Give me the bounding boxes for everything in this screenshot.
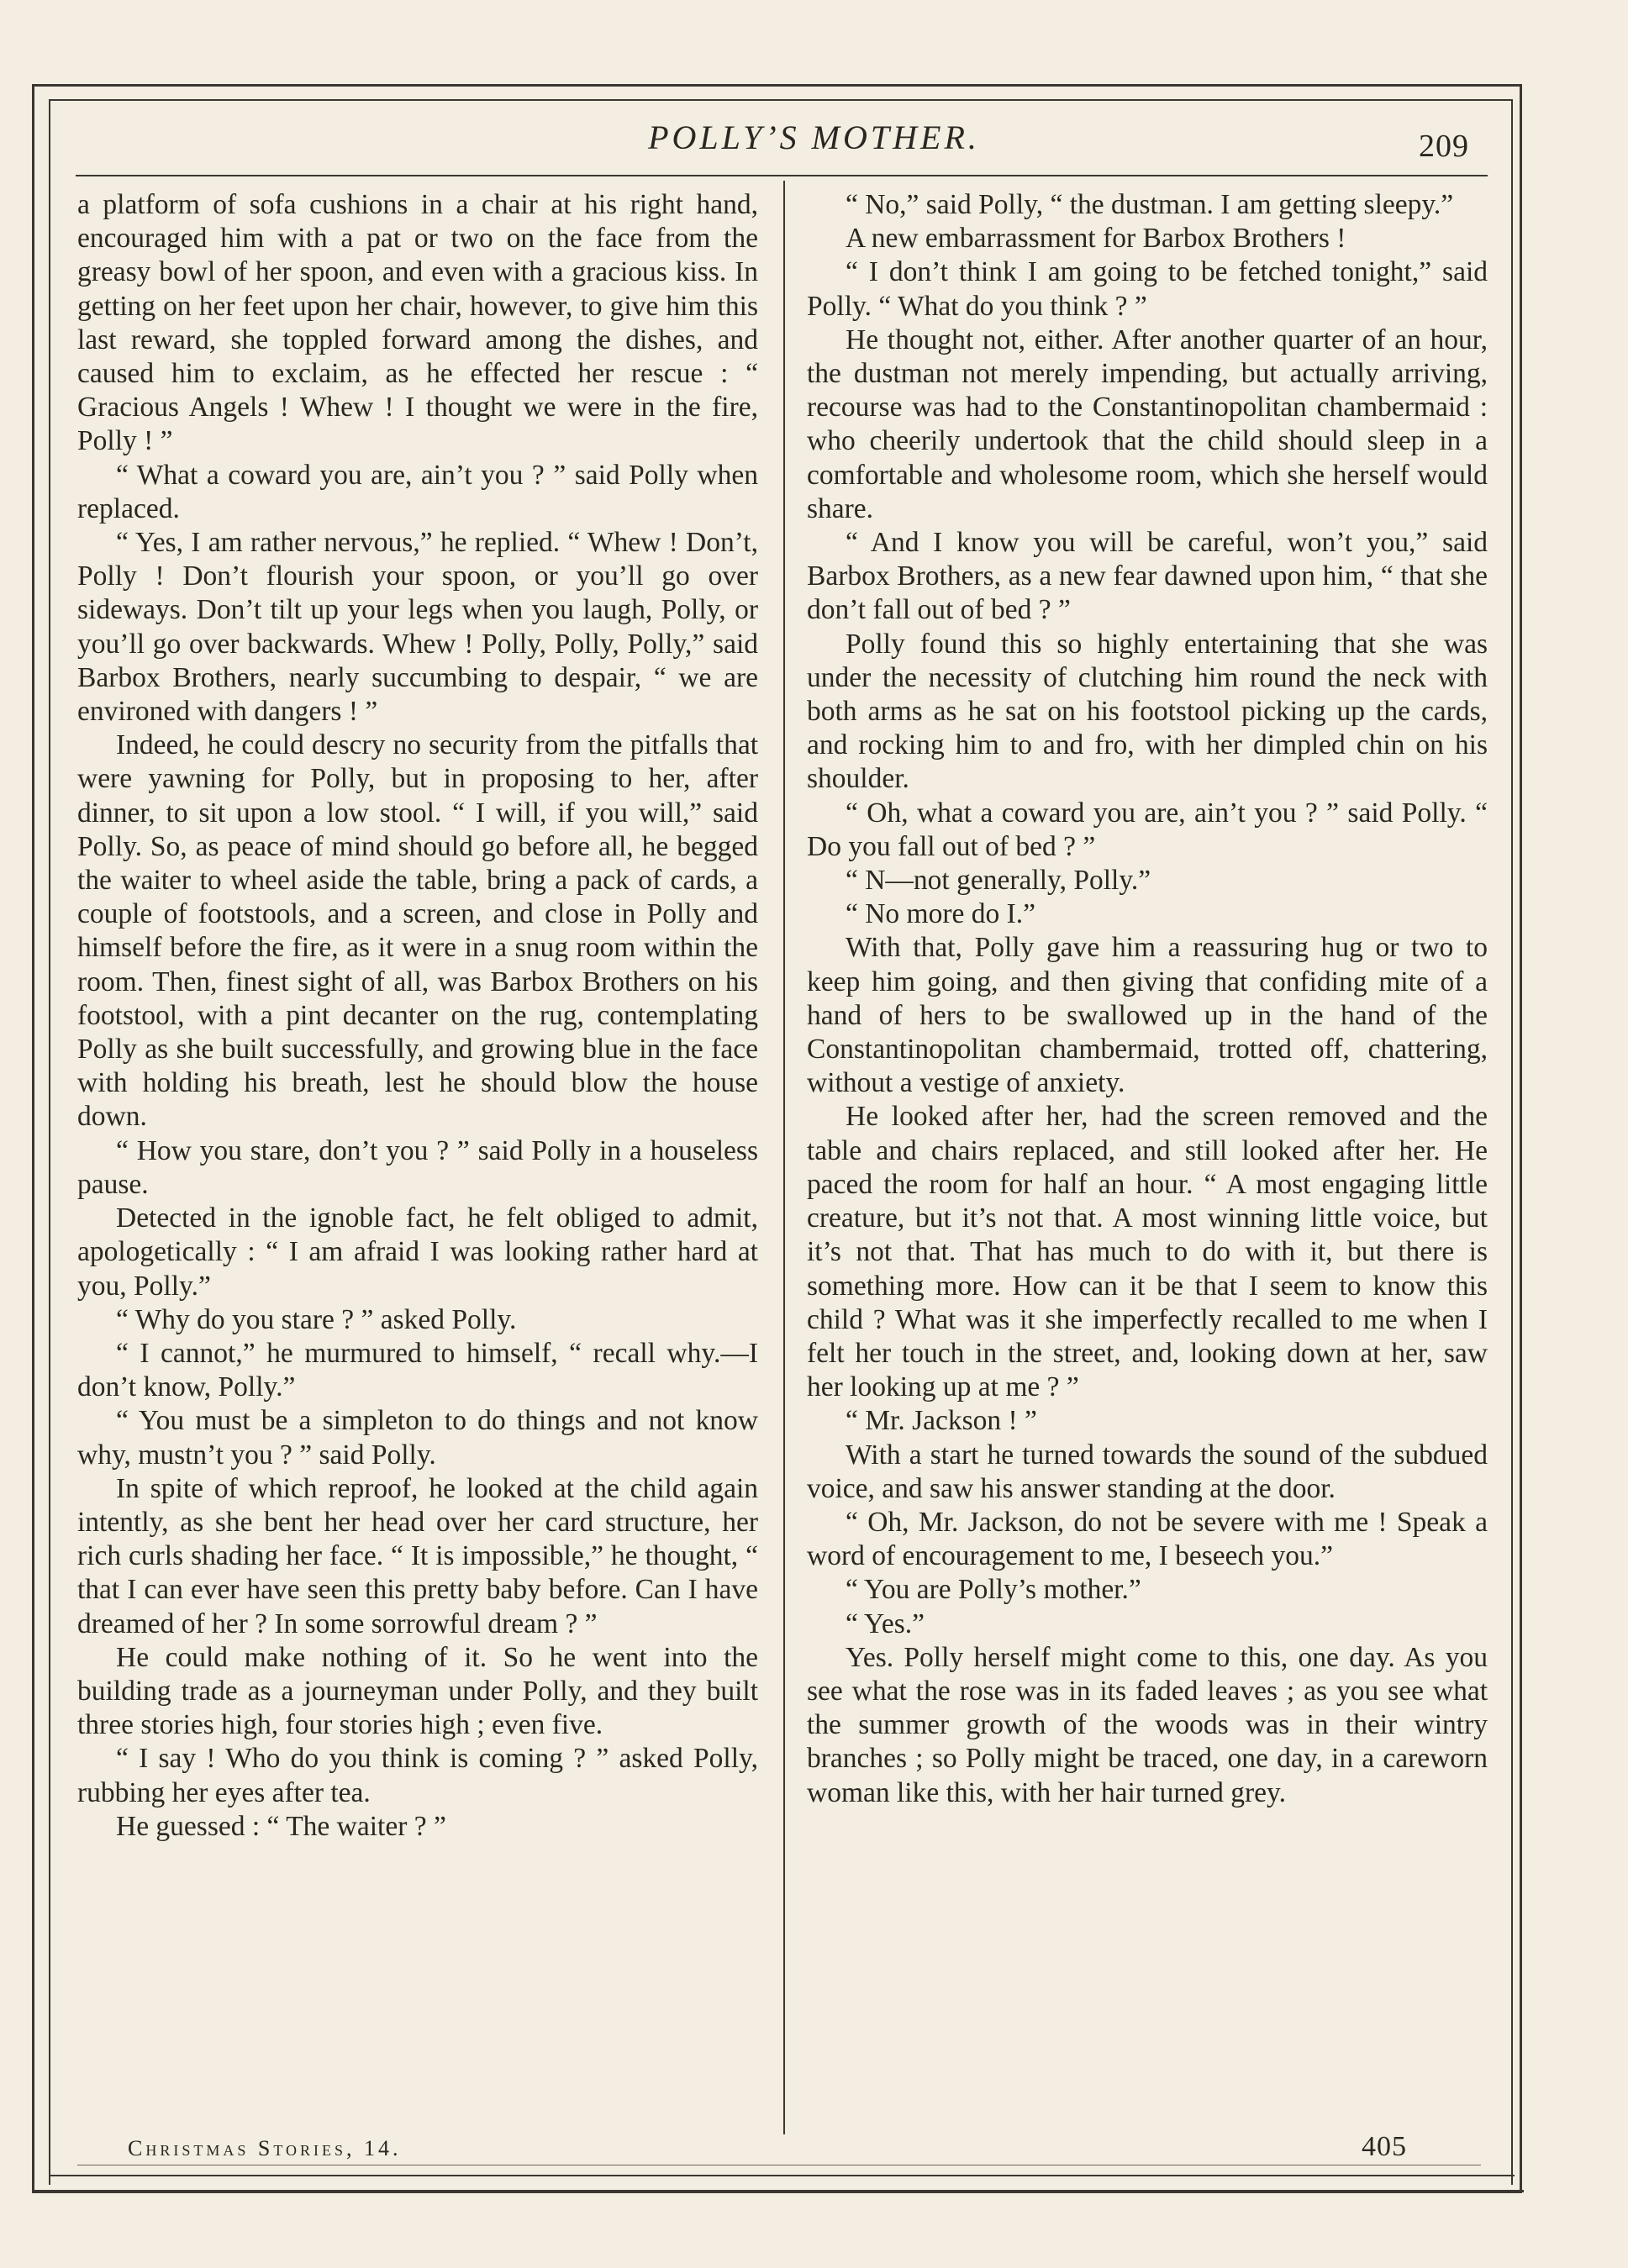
right-column <box>807 188 1488 1810</box>
paragraph: “ How you stare, don’t you ? ” said Polly in a houseless pause. <box>77 1134 758 1200</box>
paragraph: “ I cannot,” he murmured to himself, “ recall why.—I don’t know, Polly.” <box>77 1337 758 1403</box>
header-rule <box>76 175 1488 176</box>
paragraph: “ Oh, Mr. Jackson, do not be severe with me ! Speak a word of encouragement to me, I beseech you.” <box>807 1506 1488 1572</box>
paragraph: “ What a coward you are, ain’t you ? ” said Polly when replaced. <box>77 459 758 524</box>
paragraph: He looked after her, had the screen removed and the table and chairs replaced, and still looked after her. He paced the room for half an hour. “ A most engaging little creature, but it’s not that. A most winning little voice, but it’s not that. That has much to do with it, but there is something more. How can it be that I seem to know this child ? What was it she imperfectly recalled to me when I felt her touch in the street, and, looking down at her, saw her looking up at me ? ” <box>807 1101 1488 1403</box>
paragraph: “ You are Polly’s mother.” <box>846 1574 1141 1606</box>
paragraph: “ Why do you stare ? ” asked Polly. <box>116 1303 517 1335</box>
left-column <box>77 188 758 1844</box>
paragraph: “ I say ! Who do you think is coming ? ” asked Polly, rubbing her eyes after tea. <box>77 1743 758 1808</box>
paragraph: “ You must be a simpleton to do things and not know why, mustn’t you ? ” said Polly. <box>77 1405 758 1471</box>
paragraph: “ No,” said Polly, “ the dustman. I am getting sleepy.” <box>846 189 1454 220</box>
paragraph: “ N—not generally, Polly.” <box>846 865 1151 897</box>
bottom-rule-outer <box>32 2190 1524 2192</box>
paragraph: “ I don’t think I am going to be fetched tonight,” said Polly. “ What do you think ? ” <box>807 256 1488 322</box>
paragraph: A new embarrassment for Barbox Brothers ! <box>846 223 1346 255</box>
bottom-rule-inner <box>49 2175 1515 2176</box>
paragraph: “ Yes.” <box>846 1608 925 1639</box>
paragraph: “ No more do I.” <box>846 898 1036 930</box>
sheet-number: 405 <box>1362 2131 1407 2162</box>
column-divider <box>783 181 785 2134</box>
paragraph: “ Mr. Jackson ! ” <box>846 1405 1037 1437</box>
paragraph: He thought not, either. After another quarter of an hour, the dustman not merely impending, but actually arriving, recourse was had to the Constantinopolitan chambermaid : who cheerily undertook that the child should sleep in a comfortable and wholesome room, which she herself would share. <box>807 324 1488 524</box>
paragraph: He guessed : “ The waiter ? ” <box>116 1810 446 1842</box>
paragraph: Polly found this so highly entertaining that she was under the necessity of clutching him round the neck with both arms as he sat on his footstool picking up the cards, and rocking him to and fro, with her dimpled chin on his shoulder. <box>807 628 1488 795</box>
paragraph: In spite of which reproof, he looked at the child again intently, as she bent her head over her card structure, her rich curls shading her face. “ It is impossible,” he thought, “ that I can ever have seen this pretty baby before. Can I have dreamed of her ? In some sorrowful dream ? ” <box>77 1472 758 1639</box>
signature-mark: Christmas Stories, 14. <box>128 2136 402 2160</box>
paragraph: Indeed, he could descry no security from the pitfalls that were yawning for Polly, but in proposing to her, after dinner, to sit upon a low stool. “ I will, if you will,” said Polly. So, as peace of mind should go before all, he begged the waiter to wheel aside the table, bring a pack of cards, a couple of footstools, and a screen, and close in Polly and himself before the fire, as it were in a snug room within the room. Then, finest sight of all, was Barbox Brothers on his footstool, with a pint decanter on the rug, contemplating Polly as she built successfully, and growing blue in the face with holding his breath, lest he should blow the house down. <box>77 729 758 1133</box>
paragraph: a platform of sofa cushions in a chair at his right hand, encouraged him with a pat or two on the face from the greasy bowl of her spoon, and even with a gracious kiss. In getting on her feet upon her chair, however, to give him this last reward, she toppled forward among the dishes, and caused him to exclaim, as he effected her rescue : “ Gracious Angels ! Whew ! I thought we were in the fire, Polly ! ” <box>77 189 758 457</box>
paragraph: With a start he turned towards the sound of the subdued voice, and saw his answer standing at the door. <box>807 1439 1488 1504</box>
page-number: 209 <box>1419 129 1469 164</box>
paragraph: Yes. Polly herself might come to this, one day. As you see what the rose was in its faded leaves ; as you see what the summer growth of the woods was in their wintry branches ; so Polly might be traced, one day, in a careworn woman like this, with her hair turned grey. <box>807 1641 1488 1808</box>
paragraph: Detected in the ignoble fact, he felt obliged to admit, apologetically : “ I am afraid I was looking rather hard at you, Polly.” <box>77 1202 758 1302</box>
paragraph: He could make nothing of it. So he went into the building trade as a journeyman under Polly, and they built three stories high, four stories high ; even five. <box>77 1641 758 1741</box>
paragraph: “ Yes, I am rather nervous,” he replied. “ Whew ! Don’t, Polly ! Don’t flourish your spoon, or you’ll go over sideways. Don’t tilt up your legs when you laugh, Polly, or you’ll go over backwards. Whew ! Polly, Polly, Polly,” said Barbox Brothers, nearly succumbing to despair, “ we are environed with dangers ! ” <box>77 527 758 728</box>
paragraph: “ And I know you will be careful, won’t you,” said Barbox Brothers, as a new fear dawned upon him, “ that she don’t fall out of bed ? ” <box>807 527 1488 626</box>
paragraph: With that, Polly gave him a reassuring hug or two to keep him going, and then giving that confiding mite of a hand of hers to be swallowed up in the hand of the Constantinopolitan chambermaid, trotted off, chattering, without a vestige of anxiety. <box>807 932 1488 1099</box>
paragraph: “ Oh, what a coward you are, ain’t you ? ” said Polly. “ Do you fall out of bed ? ” <box>807 797 1488 862</box>
running-title: POLLY’S MOTHER. <box>648 118 980 156</box>
